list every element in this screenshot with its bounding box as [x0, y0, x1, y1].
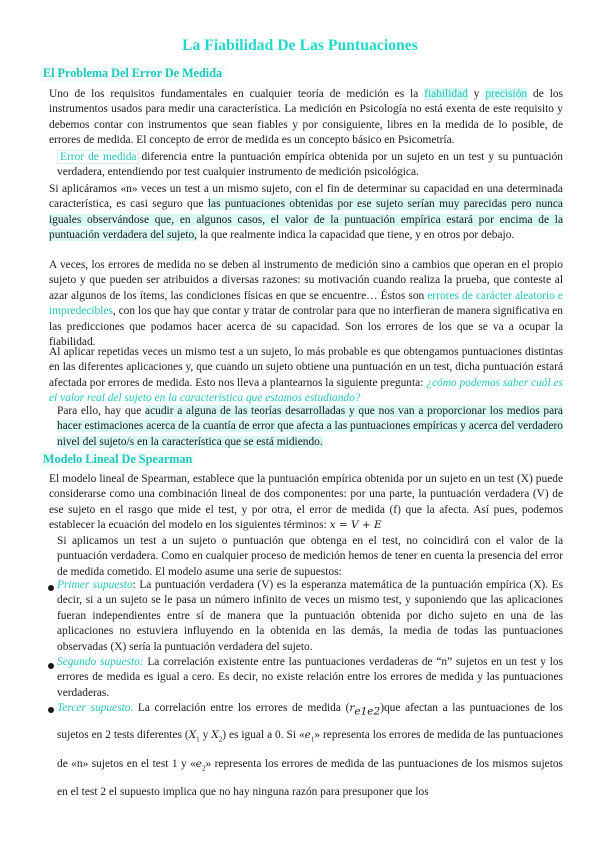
paragraph-requisitos: [49, 87, 563, 149]
symbol-e1: e: [304, 729, 311, 742]
subscript-1: 1: [310, 735, 315, 744]
text-run: de los instrumentos usados para medir una característica. La medición en Psicología no está exenta de este requisito y debemos contar con instrumentos que sean fiables y por consiguiente, libres en la medida de lo posible, de errores de medida. El concepto de error de medida es un concepto básico en Psicometría.: [49, 88, 563, 147]
text-run: » representa los errores de medida de las puntuaciones de «n» sujetos en el test 1 y «: [57, 729, 563, 770]
supuesto-label: Primer supuesto: [57, 579, 133, 591]
paragraph-supuestos-intro: Si aplicamos un test a un sujeto o puntuación que obtenga en el test, no coincidirá con el valor de la puntuación verdadera. Como en cualquier proceso de medición hemos de tener en cuenta la presencia del error de medida cometido. El modelo asume una serie de supuestos:: [57, 535, 563, 578]
highlighted-text: las puntuaciones obtenidas por ese sujeto serían muy parecidas pero nunca iguales observándose que, en algunos casos, el valor de la puntuación empírica estará por encima de la puntuación verdadera del sujeto,: [49, 198, 563, 242]
text-run: y: [467, 88, 486, 100]
section-heading-error-de-medida: El Problema Del Error De Medida: [40, 66, 225, 82]
keyword-errores-aleatorios: errores de carácter aleatorio e impredecibles: [49, 289, 563, 318]
definition-term: Error de medida: [57, 150, 139, 164]
text-run: y: [199, 729, 212, 742]
list-item-primer-supuesto: [57, 578, 563, 655]
model-equation: x = V + E: [329, 519, 382, 532]
list-item-segundo-supuesto: [57, 655, 563, 701]
text-run: Para ello, hay que: [57, 405, 146, 417]
bullet-icon: [48, 707, 54, 713]
keyword-fiabilidad: fiabilidad: [424, 88, 468, 100]
paragraph-teorias: [57, 404, 563, 450]
supuesto-label: Tercer supuesto.: [57, 702, 134, 714]
text-run: Si aplicáramos «n» veces un test a un mismo sujeto, con el fin de determinar su capacidad en una determinada característica, es casi seguro que: [49, 183, 563, 211]
key-question: ¿cómo podemos saber cuál es el valor real del sujeto en la característica que estamos estudiando?: [49, 376, 563, 405]
section-heading-spearman: Modelo Lineal De Spearman: [40, 452, 195, 468]
text-run: A veces, los errores de medida no se deben al instrumento de medición sino a cambios que operan en el propio sujeto y que pueden ser atribuidos a diversas razones: su motivación cuando realiza la prueba, que conteste al azar algunos de los ítems, las condiciones físicas en que se encuentre… Éstos son: [49, 259, 563, 302]
supuesto-text: : La puntuación verdadera (V) es la esperanza matemática de la puntuación empírica (X). Es decir, si a un sujeto se le pasa un número infinito de veces un mismo test, y suponiendo que las aplicaciones fueran independientes entre sí de manera que la puntuación obtenida por dicho sujeto en una de las aplicaciones no estuviera influyendo en la obtenida en las demás, la media de todas las puntuaciones observadas (X) sería la puntuación verdadera del sujeto.: [57, 579, 563, 653]
highlighted-text: acudir a alguna de las teorías desarrolladas y que nos van a proporcionar los medios para hacer estimaciones acerca de la cuantía de error que afecta a las puntuaciones empíricas y acerca del verdadero nivel del sujeto/s en la característica que se está midiendo.: [57, 405, 563, 448]
text-run: El modelo lineal de Spearman, establece que la puntuación empírica obtenida por un sujeto en un test (X) puede considerarse como una combinación lineal de dos componentes: por una parte, la puntuación verdadera (V) de ese sujeto en el rasgo que mide el test, y por otra, el error de medida (f) que la afecta. Así pues, podemos establecer la ecuación del modelo en los siguientes términos:: [49, 473, 563, 532]
symbol-x2: X: [211, 729, 219, 742]
list-item-tercer-supuesto: [57, 696, 563, 804]
text-run: )que afectan a las puntuaciones de los sujetos en 2 tests diferentes (: [57, 702, 563, 742]
supuesto-label: Segundo supuesto:: [57, 656, 144, 668]
bullet-icon: [48, 663, 54, 669]
symbol-r: r: [349, 702, 355, 714]
paragraph-aplicaciones: [49, 182, 563, 244]
subscript-2: 2: [218, 735, 223, 744]
text-run: ) es igual a 0. Si «: [222, 729, 305, 742]
symbol-x1: X: [188, 729, 197, 742]
definition-error-de-medida: [57, 150, 563, 181]
subscript-1: 1: [196, 735, 200, 744]
page-title: La Fiabilidad De Las Puntuaciones: [182, 37, 418, 54]
subscript-2: 2: [202, 763, 206, 772]
symbol-e2: e: [195, 757, 203, 770]
text-run: La correlación entre los errores de medida (: [133, 702, 350, 714]
paragraph-errores-aleatorios: [49, 258, 563, 350]
definition-text: diferencia entre la puntuación empírica obtenida por un sujeto en un test y su puntuación verdadera, entendiendo por test cualquier instrumento de medición psicológica.: [57, 151, 563, 179]
paragraph-modelo-lineal: [49, 472, 563, 534]
bullet-icon: [48, 585, 54, 591]
text-run: » representa los errores de medida de las puntuaciones de los mismos sujetos en el test 2 el supuesto implica que no hay ninguna razón para presuponer que los: [57, 757, 563, 798]
subscript-e1e2: e1e2: [354, 705, 381, 718]
paragraph-pregunta: [49, 345, 563, 407]
text-run: Al aplicar repetidas veces un mismo test a un sujeto, lo más probable es que obtengamos puntuaciones distintas en las diferentes aplicaciones y, que cuando un sujeto obtiene una puntuación en un test, dicha puntuación estará afectada por errores de medida. Esto nos lleva a plantearnos la siguiente pregunta:: [49, 346, 563, 389]
supuesto-text: La correlación existente entre las puntuaciones verdaderas de “n” sujetos en un test y los errores de medida es igual a cero. Es decir, no existe relación entre los errores de medida y las puntuaciones verdaderas.: [57, 656, 563, 699]
text-run: Uno de los requisitos fundamentales en cualquier teoría de medición es la: [49, 88, 425, 100]
text-run: , con los que hay que contar y tratar de controlar para que no interfieran de manera significativa en las predicciones que podamos hacer acerca de su capacidad. Son los errores de los que se va a ocupar la fiabilidad.: [49, 305, 563, 349]
keyword-precision: precisión: [485, 88, 528, 100]
text-run: la que realmente indica la capacidad que tiene, y en otros por debajo.: [197, 229, 515, 242]
